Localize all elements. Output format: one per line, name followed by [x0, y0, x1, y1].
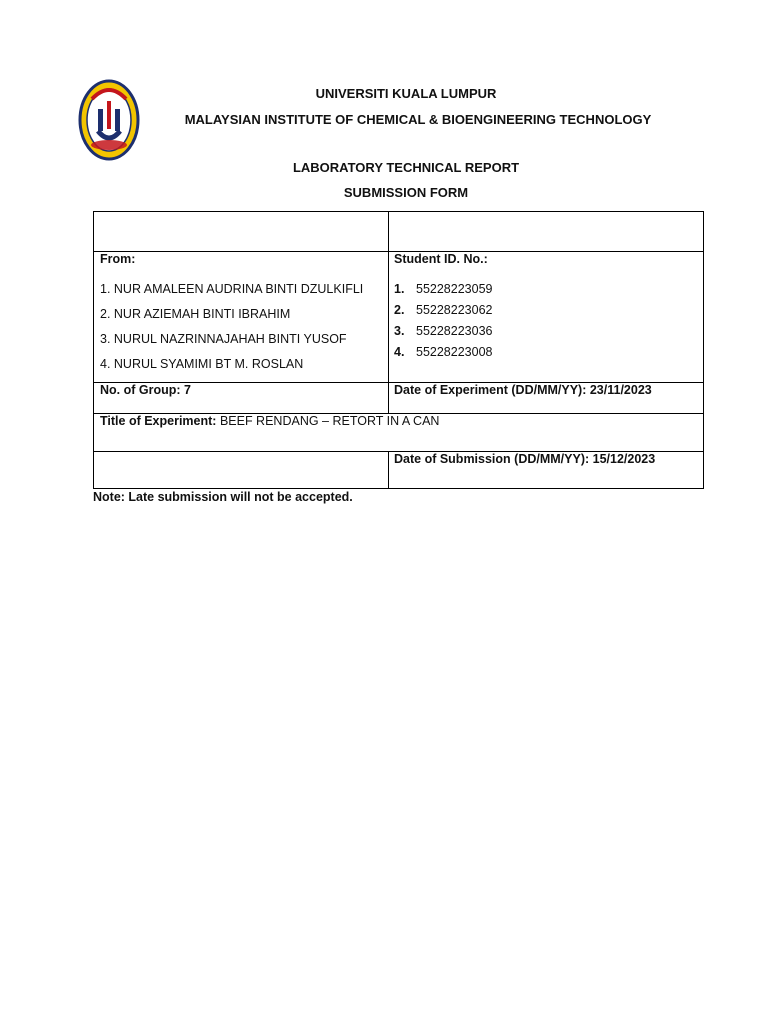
institute-name: MALAYSIAN INSTITUTE OF CHEMICAL & BIOENGINEERING TECHNOLOGY [184, 112, 652, 127]
submission-form-table [93, 211, 704, 489]
column-divider [388, 212, 389, 413]
member-name: 2. NUR AZIEMAH BINTI IBRAHIM [100, 307, 291, 321]
student-id-item: 2. 55228223062 [394, 303, 493, 317]
student-id-label: Student ID. No.: [394, 252, 488, 266]
late-submission-note: Note: Late submission will not be accepted. [93, 490, 353, 504]
date-of-submission: Date of Submission (DD/MM/YY): 15/12/2023 [394, 452, 656, 466]
member-name: 4. NURUL SYAMIMI BT M. ROSLAN [100, 357, 304, 371]
experiment-title: Title of Experiment: BEEF RENDANG – RETORT IN A CAN [100, 414, 440, 428]
student-id-item: 3. 55228223036 [394, 324, 493, 338]
student-id-item: 1. 55228223059 [394, 282, 493, 296]
student-id-item: 4. 55228223008 [394, 345, 493, 359]
date-of-experiment: Date of Experiment (DD/MM/YY): 23/11/2023 [394, 383, 652, 397]
column-divider [388, 451, 389, 489]
form-name: SUBMISSION FORM [343, 185, 469, 200]
member-name: 3. NURUL NAZRINNAJAHAH BINTI YUSOF [100, 332, 347, 346]
from-label: From: [100, 252, 136, 266]
group-number: No. of Group: 7 [100, 383, 191, 397]
university-name: UNIVERSITI KUALA LUMPUR [315, 86, 497, 101]
member-name: 1. NUR AMALEEN AUDRINA BINTI DZULKIFLI [100, 282, 364, 296]
report-type: LABORATORY TECHNICAL REPORT [292, 160, 520, 175]
